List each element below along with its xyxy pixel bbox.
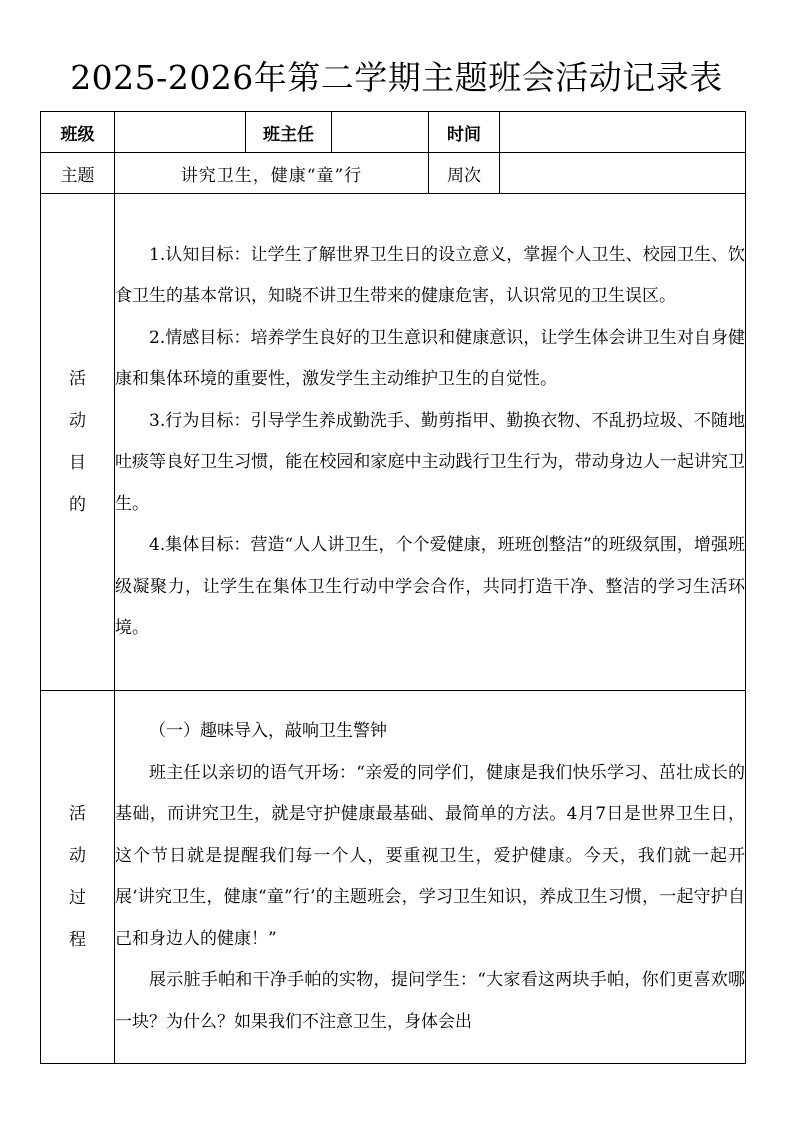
process-label-char: 过: [69, 888, 86, 908]
class-label: 班级: [41, 112, 115, 153]
time-value-cell: [500, 112, 746, 153]
topic-value: 讲究卫生，健康“童”行: [115, 153, 429, 194]
week-value-cell: [500, 153, 746, 194]
process-section-heading: （一）趣味导入，敲响卫生警钟: [149, 721, 387, 741]
header-row: [41, 112, 746, 153]
purpose-row: [41, 194, 746, 691]
purpose-paragraph: 1.认知目标：让学生了解世界卫生日的设立意义，掌握个人卫生、校园卫生、饮食卫生的基本常识，知晓不讲卫生带来的健康危害，认识常见的卫生误区。: [115, 244, 745, 306]
topic-row: [41, 153, 746, 194]
class-value-cell: [115, 112, 246, 153]
topic-label: 主题: [41, 153, 115, 194]
process-label-char: 程: [69, 930, 86, 950]
purpose-paragraph: 3.行为目标：引导学生养成勤洗手、勤剪指甲、勤换衣物、不乱扔垃圾、不随地吐痰等良好卫生习惯，能在校园和家庭中主动践行卫生行为，带动身边人一起讲究卫生。: [115, 410, 745, 514]
process-content: [115, 691, 746, 1064]
purpose-paragraph: 2.情感目标：培养学生良好的卫生意识和健康意识，让学生体会讲卫生对自身健康和集体环境的重要性，激发学生主动维护卫生的自觉性。: [115, 327, 745, 389]
purpose-label: [41, 194, 115, 691]
purpose-paragraph: 4.集体目标：营造“人人讲卫生，个个爱健康，班班创整洁”的班级氛围，增强班级凝聚力，让学生在集体卫生行动中学会合作，共同打造干净、整洁的学习生活环境。: [115, 535, 745, 638]
teacher-value-cell: [332, 112, 429, 153]
purpose-label-char: 活: [69, 369, 86, 389]
process-row: [41, 691, 746, 1064]
process-label-char: 活: [69, 804, 86, 824]
purpose-label-char: 动: [69, 411, 86, 431]
process-paragraph: 展示脏手帕和干净手帕的实物，提问学生：“大家看这两块手帕，你们更喜欢哪一块？为什么？如果我们不注意卫生，身体会出: [115, 970, 745, 1032]
record-table: [40, 111, 746, 1064]
process-paragraph: 班主任以亲切的语气开场：“亲爱的同学们，健康是我们快乐学习、茁壮成长的基础，而讲究卫生，就是守护健康最基础、最简单的方法。4月7日是世界卫生日，这个节日就是提醒我们每一个人，要重视卫生，爱护健康。今天，我们就一起开展‘讲究卫生，健康“童”行’的主题班会，学习卫生知识，养成卫生习惯，一起守护自己和身边人的健康！”: [115, 762, 745, 949]
purpose-content: [115, 194, 746, 691]
process-label: [41, 691, 115, 1064]
teacher-label: 班主任: [246, 112, 332, 153]
time-label: 时间: [429, 112, 500, 153]
process-label-char: 动: [69, 846, 86, 866]
document-title: 2025-2026年第二学期主题班会活动记录表: [70, 58, 723, 97]
purpose-label-char: 目: [69, 453, 86, 473]
purpose-label-char: 的: [69, 495, 86, 515]
week-label: 周次: [429, 153, 500, 194]
